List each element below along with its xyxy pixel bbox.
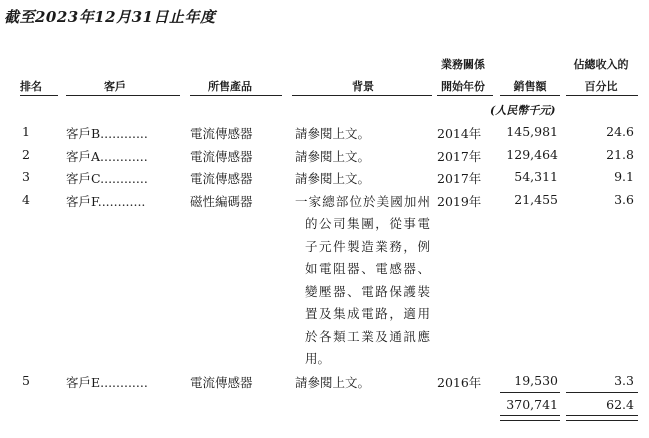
row-pct: 24.6 xyxy=(606,124,634,139)
row-product: 電流傳感器 xyxy=(190,375,253,390)
row-background-line: 子元件製造業務，例 xyxy=(305,239,430,254)
row-year: 2017年 xyxy=(437,171,482,186)
row-background-line: 於各類工業及通訊應 xyxy=(305,329,430,344)
header-rule xyxy=(437,95,493,96)
header-rule xyxy=(500,95,560,96)
row-year: 2019年 xyxy=(437,194,482,209)
header-rule xyxy=(20,95,58,96)
header-rule xyxy=(190,95,282,96)
row-customer: 客戶C............ xyxy=(66,171,148,186)
row-background-line: 置及集成電路，適用 xyxy=(305,306,430,321)
row-rank: 2 xyxy=(22,147,30,162)
row-background: 請參閱上文。 xyxy=(295,375,371,390)
row-background-line: 的公司集團，從事電 xyxy=(305,216,430,231)
total-sales: 370,741 xyxy=(506,397,558,412)
row-product: 磁性編碼器 xyxy=(190,194,253,209)
row-pct: 3.6 xyxy=(614,192,634,207)
total-pct: 62.4 xyxy=(606,397,634,412)
header-background: 背景 xyxy=(352,80,374,93)
row-pct: 3.3 xyxy=(614,373,634,388)
header-product: 所售產品 xyxy=(208,80,252,93)
row-pct: 21.8 xyxy=(606,147,634,162)
row-sales: 54,311 xyxy=(514,169,558,184)
row-sales: 145,981 xyxy=(506,124,558,139)
row-product: 電流傳感器 xyxy=(190,171,253,186)
row-customer: 客戶B............ xyxy=(66,126,148,141)
header-rank: 排名 xyxy=(20,80,42,93)
row-customer: 客戶A............ xyxy=(66,149,148,164)
row-background-line: 如電阻器、電感器、 xyxy=(305,261,430,276)
row-product: 電流傳感器 xyxy=(190,126,253,141)
header-sales: 銷售額 xyxy=(513,80,547,93)
header-pct-line2: 百分比 xyxy=(584,80,618,93)
row-background: 請參閱上文。 xyxy=(295,126,371,141)
header-rule xyxy=(566,95,638,96)
header-start-year-line2: 開始年份 xyxy=(441,80,485,93)
subtotal-rule xyxy=(566,392,638,393)
row-background-line: 一家總部位於美國加州 xyxy=(295,194,430,209)
row-background-line: 變壓器、電路保護裝 xyxy=(305,284,430,299)
row-background: 請參閱上文。 xyxy=(295,171,371,186)
row-background: 請參閱上文。 xyxy=(295,149,371,164)
row-year: 2017年 xyxy=(437,149,482,164)
row-product: 電流傳感器 xyxy=(190,149,253,164)
row-customer: 客戶E............ xyxy=(66,375,148,390)
row-sales: 21,455 xyxy=(514,192,558,207)
row-rank: 1 xyxy=(22,124,30,139)
subtotal-rule xyxy=(500,392,560,393)
header-rule xyxy=(66,95,180,96)
row-pct: 9.1 xyxy=(614,169,634,184)
row-background-line: 用。 xyxy=(305,351,331,366)
row-rank: 4 xyxy=(22,192,30,207)
header-customer: 客戶 xyxy=(104,80,126,93)
row-sales: 19,530 xyxy=(514,373,558,388)
total-double-rule xyxy=(500,415,560,421)
row-rank: 5 xyxy=(22,373,30,388)
page-title: 截至2023年12月31日止年度 xyxy=(4,8,216,26)
row-rank: 3 xyxy=(22,169,30,184)
row-year: 2016年 xyxy=(437,375,482,390)
header-rule xyxy=(292,95,432,96)
header-start-year-line1: 業務關係 xyxy=(441,58,485,71)
row-sales: 129,464 xyxy=(506,147,558,162)
total-double-rule xyxy=(566,415,638,421)
unit-label: (人民幣千元) xyxy=(490,104,556,117)
row-year: 2014年 xyxy=(437,126,482,141)
header-pct-line1: 佔總收入的 xyxy=(573,58,629,71)
row-customer: 客戶F............ xyxy=(66,194,146,209)
